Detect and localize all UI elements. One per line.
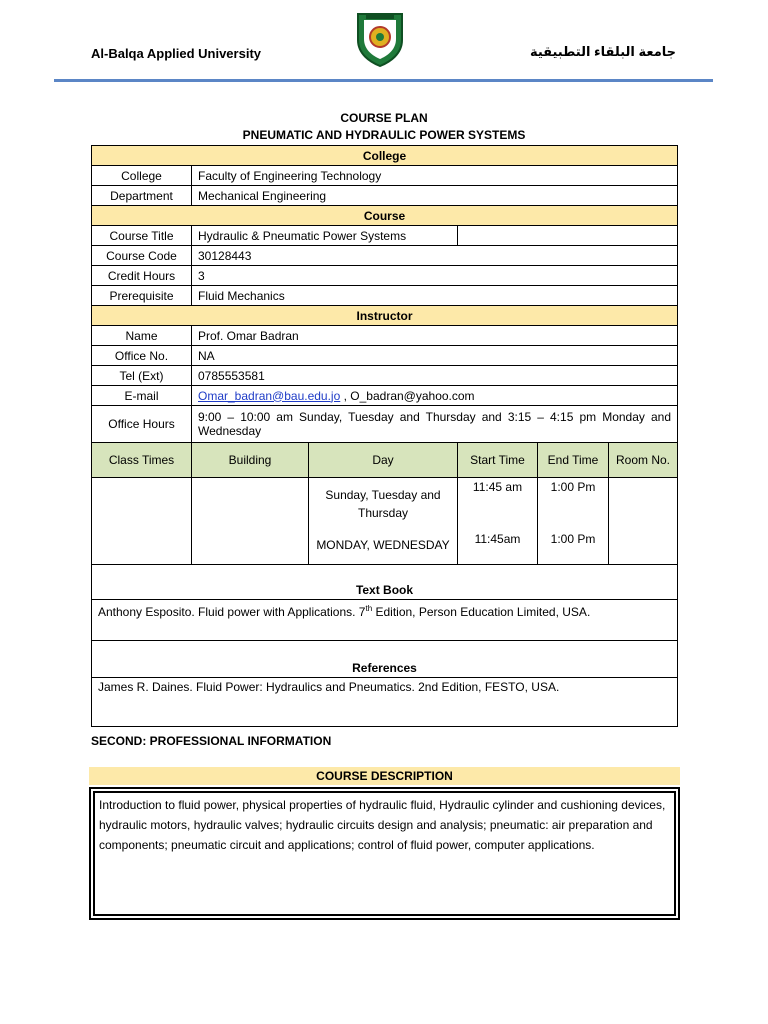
schedule-day-row-1: Sunday, Tuesday and Thursday [325,488,441,520]
schedule-header-start-time: Start Time [458,443,538,478]
course-info-table [91,145,678,727]
section-heading-professional: SECOND: PROFESSIONAL INFORMATION [91,734,332,748]
course-section-heading: Course [92,206,678,226]
schedule-day-row-2: MONDAY, WEDNESDAY [316,538,450,552]
college-section-heading: College [92,146,678,166]
email-separator: , [340,388,351,403]
email-value [192,386,678,406]
instructor-name-value: Prof. Omar Badran [192,326,678,346]
header-divider [54,79,713,82]
references-heading: References [92,641,678,678]
textbook-text-before: Anthony Esposito. Fluid power with Applications. 7 [98,605,366,619]
course-code-label: Course Code [92,246,192,266]
course-description-box [89,787,680,920]
university-name-ar: جامعة البلقاء التطبيقية [529,44,676,59]
schedule-header-day: Day [309,443,458,478]
textbook-sup: th [365,604,373,613]
course-title-extra [458,226,678,246]
prerequisite-label: Prerequisite [92,286,192,306]
university-crest-icon [354,10,406,68]
schedule-end-row-1: 1:00 Pm [550,480,596,494]
schedule-start-row-2: 11:45am [474,532,521,546]
college-label: College [92,166,192,186]
schedule-room-cell [609,478,678,565]
prerequisite-value: Fluid Mechanics [192,286,678,306]
office-no-label: Office No. [92,346,192,366]
credit-hours-value: 3 [192,266,678,286]
course-title-label: Course Title [92,226,192,246]
tel-value: 0785553581 [192,366,678,386]
schedule-header-end-time: End Time [538,443,609,478]
schedule-header-building: Building [192,443,309,478]
instructor-name-label: Name [92,326,192,346]
college-value: Faculty of Engineering Technology [192,166,678,186]
schedule-header-room-no: Room No. [609,443,678,478]
page-header [0,0,768,84]
credit-hours-label: Credit Hours [92,266,192,286]
office-hours-label: Office Hours [92,406,192,443]
schedule-day-cell [309,478,458,565]
schedule-building-cell [192,478,309,565]
university-name-en: Al-Balqa Applied University [91,46,261,61]
instructor-section-heading: Instructor [92,306,678,326]
course-description-heading: COURSE DESCRIPTION [89,767,680,785]
email-primary-link[interactable]: Omar_badran@bau.edu.jo [198,388,341,403]
course-title-value: Hydraulic & Pneumatic Power Systems [192,226,458,246]
schedule-end-cell [538,478,609,565]
office-no-value: NA [192,346,678,366]
document-title: COURSE PLAN [340,111,428,125]
schedule-header-class-times: Class Times [92,443,192,478]
tel-label: Tel (Ext) [92,366,192,386]
textbook-heading: Text Book [92,565,678,600]
department-value: Mechanical Engineering [192,186,678,206]
schedule-class-times-cell [92,478,192,565]
textbook-text-after: Edition, Person Education Limited, USA. [372,605,591,619]
course-subtitle: PNEUMATIC AND HYDRAULIC POWER SYSTEMS [242,128,526,142]
schedule-start-cell [458,478,538,565]
references-value: James R. Daines. Fluid Power: Hydraulics and Pneumatics. 2nd Edition, FESTO, USA. [92,678,678,727]
schedule-start-row-1: 11:45 am [472,480,523,494]
office-hours-value: 9:00 – 10:00 am Sunday, Tuesday and Thursday and 3:15 – 4:15 pm Monday and Wednesday [192,406,678,443]
schedule-end-row-2: 1:00 Pm [550,532,596,546]
course-description-text: Introduction to fluid power, physical properties of hydraulic fluid, Hydraulic cylinder and cushioning devices, hydraulic motors, hydraulic valves; hydraulic circuits design and analysis; pneumatic: air preparation and components; pneumatic circuit and applications; control of fluid power, computer applications. [93,791,676,916]
email-secondary: O_badran@yahoo.com [350,388,475,403]
email-label: E-mail [92,386,192,406]
department-label: Department [92,186,192,206]
course-code-value: 30128443 [192,246,678,266]
textbook-value [92,600,678,641]
